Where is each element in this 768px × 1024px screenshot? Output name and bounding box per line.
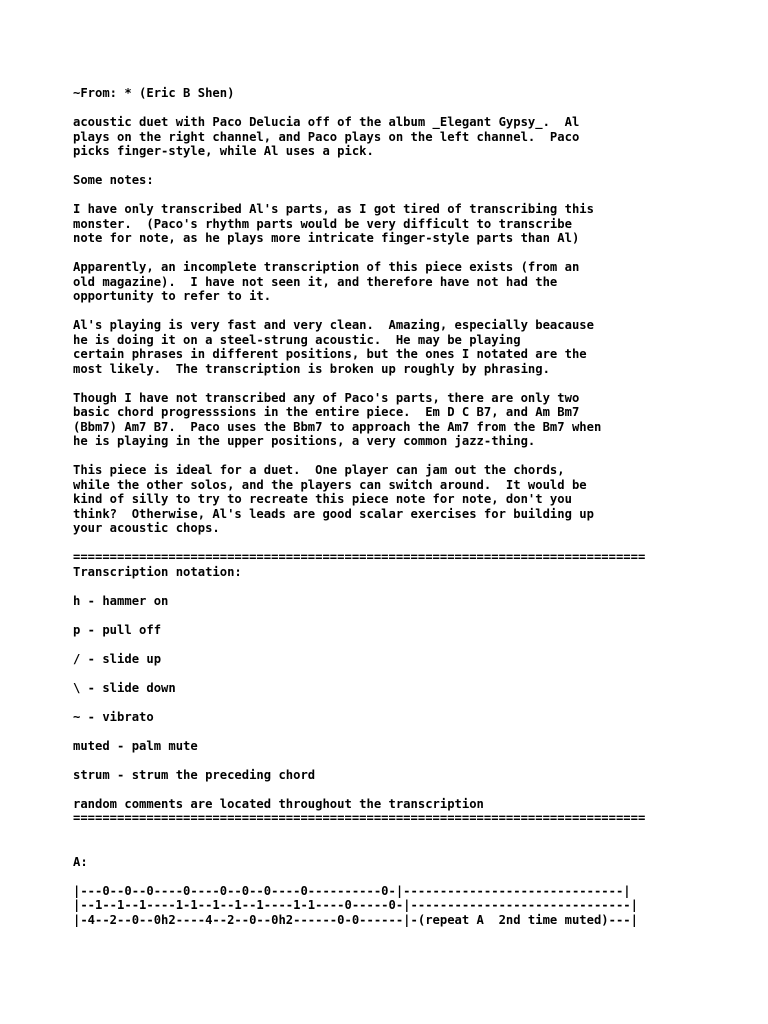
blank-line [73,246,713,261]
text-line: he is playing in the upper positions, a very common jazz-thing. [73,434,536,448]
text-line: acoustic duet with Paco Delucia off of the album _Elegant Gypsy_. Al [73,115,580,129]
text-line: This piece is ideal for a duet. One player can jam out the chords, [73,463,565,477]
blank-line [73,840,713,855]
blank-line [73,608,713,623]
text-line: while the other solos, and the players can switch around. It would be [73,477,587,492]
blank-line [73,637,713,652]
blank-line [73,101,713,116]
text-line: note for note, as he plays more intricate finger-style parts than Al) [73,231,580,245]
text-line: Transcription notation: [73,564,242,579]
text-line: p - pull off [73,622,162,637]
blank-line [73,753,713,768]
text-line: \ - slide down [73,680,176,695]
blank-line [73,304,713,319]
text-line: A: [73,854,88,869]
text-line: your acoustic chops. [73,521,220,535]
text-line: |-4--2--0--0h2----4--2--0--0h2------0-0------|-(repeat A 2nd time muted)---| [73,912,638,927]
text-line: old magazine). I have not seen it, and therefore have not had the [73,274,558,289]
text-line: ~From: * (Eric B Shen) [73,86,235,100]
text-line: opportunity to refer to it. [73,289,272,303]
text-line: ~ - vibrato [73,709,154,724]
blank-line [73,159,713,174]
text-line: ============================================================================== [73,811,646,825]
text-line: |--1--1--1----1-1--1--1--1----1-1----0-----0-|------------------------------| [73,898,638,912]
text-line: picks finger-style, while Al uses a pick. [73,144,374,158]
text-line: ============================================================================== [73,550,646,564]
text-line: he is doing it on a steel-strung acoustic. He may be playing [73,332,521,347]
text-line: I have only transcribed Al's parts, as I got tired of transcribing this [73,202,594,216]
text-line: Al's playing is very fast and very clean. Amazing, especially beacause [73,318,594,332]
document-body [73,86,713,927]
text-line: most likely. The transcription is broken up roughly by phrasing. [73,361,550,376]
blank-line [73,782,713,797]
blank-line [73,826,713,841]
text-line: Some notes: [73,173,154,187]
text-line: monster. (Paco's rhythm parts would be very difficult to transcribe [73,216,572,231]
blank-line [73,579,713,594]
blank-line [73,724,713,739]
text-line: Though I have not transcribed any of Paco's parts, there are only two [73,390,580,405]
text-line: h - hammer on [73,593,169,608]
blank-line [73,449,713,464]
blank-line [73,666,713,681]
text-line: plays on the right channel, and Paco plays on the left channel. Paco [73,129,580,144]
text-line: think? Otherwise, Al's leads are good scalar exercises for building up [73,506,594,521]
blank-line [73,536,713,551]
text-line: basic chord progresssions in the entire piece. Em D C B7, and Am Bm7 [73,405,580,419]
text-line: Apparently, an incomplete transcription of this piece exists (from an [73,260,580,274]
text-line: (Bbm7) Am7 B7. Paco uses the Bbm7 to approach the Am7 from the Bm7 when [73,419,602,434]
text-line: kind of silly to try to recreate this piece note for note, don't you [73,492,572,506]
text-line: / - slide up [73,651,162,666]
text-line: strum - strum the preceding chord [73,767,316,782]
text-line: muted - palm mute [73,738,198,753]
text-line: random comments are located throughout the transcription [73,796,484,811]
blank-line [73,695,713,710]
blank-line [73,188,713,203]
text-line: certain phrases in different positions, but the ones I notated are the [73,347,587,361]
blank-line [73,376,713,391]
text-line: |---0--0--0----0----0--0--0----0----------0-|------------------------------| [73,883,631,898]
blank-line [73,869,713,884]
